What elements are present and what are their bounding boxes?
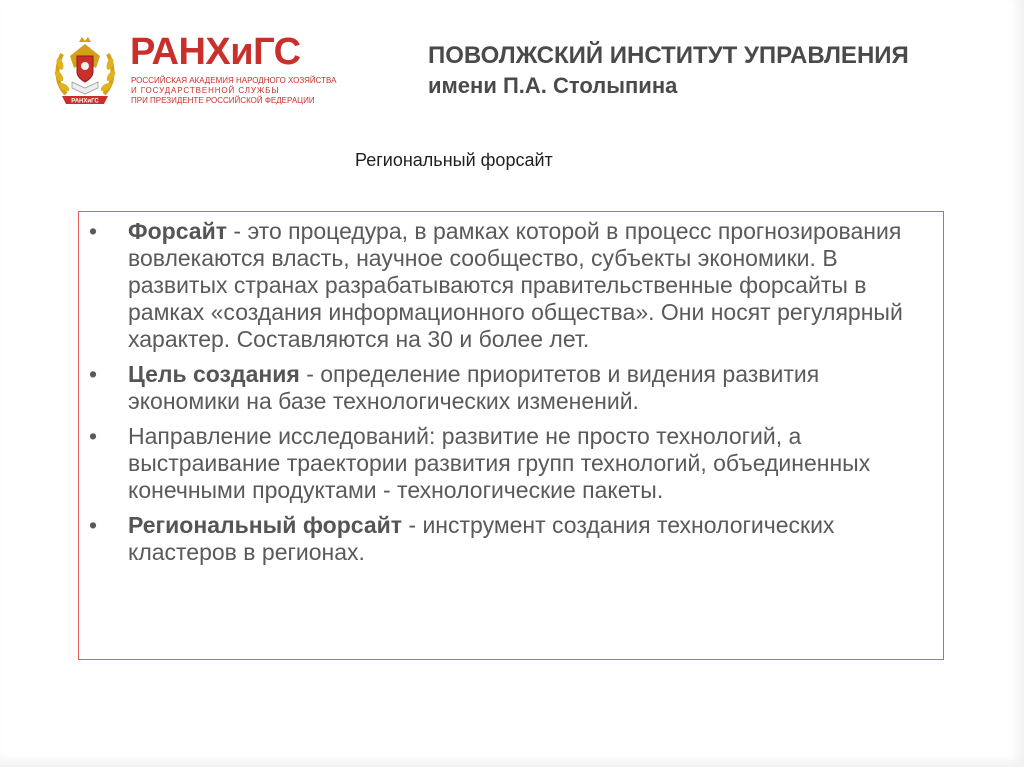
bullet-item	[79, 423, 943, 504]
logo-block	[52, 30, 337, 110]
bullet-dot: •	[89, 361, 98, 387]
bullet-item	[79, 361, 943, 415]
brand-subtitle-line3: ПРИ ПРЕЗИДЕНТЕ РОССИЙСКОЙ ФЕДЕРАЦИИ	[131, 96, 315, 105]
slide-title: Региональный форсайт	[355, 150, 553, 170]
bullet-text: - это процедура, в рамках которой в процесс прогнозирования вовлекаются власть, научное сообщество, субъекты экономики. В развитых странах разрабатываются правительственные форсайты в рамках «создания информационного общества». Они носят регулярный характер. Составляются на 30 и более лет.	[128, 218, 903, 352]
brand-subtitle-line1: РОССИЙСКАЯ АКАДЕМИЯ НАРОДНОГО ХОЗЯЙСТВА	[131, 76, 337, 85]
bullet-text: Направление исследований: развитие не просто технологий, а выстраивание траектории развития групп технологий, объединенных конечными продуктами - технологические пакеты.	[128, 423, 871, 503]
bullet-dot: •	[89, 218, 98, 244]
bullet-item	[79, 218, 943, 353]
bullet-term: Цель создания	[128, 361, 300, 387]
bullet-text: - инструмент создания технологических кластеров в регионах.	[128, 512, 835, 565]
bullet-term: Региональный форсайт	[128, 512, 403, 538]
institute-name-line2: имени П.А. Столыпина	[428, 73, 678, 98]
brand-name: РАНХиГС	[130, 31, 301, 73]
emblem-ribbon-text: РАНХиГС	[71, 98, 99, 105]
bullet-text: - определение приоритетов и видения развития экономики на базе технологических изменений.	[128, 361, 820, 414]
institute-name-line1: ПОВОЛЖСКИЙ ИНСТИТУТ УПРАВЛЕНИЯ	[428, 42, 909, 69]
bullet-dot: •	[89, 512, 98, 538]
bullet-item	[79, 512, 943, 566]
bullet-dot: •	[89, 423, 98, 449]
bullet-term: Форсайт	[128, 218, 227, 244]
content-box	[78, 211, 944, 660]
brand-subtitle-line2: И ГОСУДАРСТВЕННОЙ СЛУЖБЫ	[131, 86, 280, 95]
ranepa-emblem-icon	[52, 34, 118, 108]
bullet-list	[79, 218, 943, 574]
institute-name	[428, 42, 909, 100]
